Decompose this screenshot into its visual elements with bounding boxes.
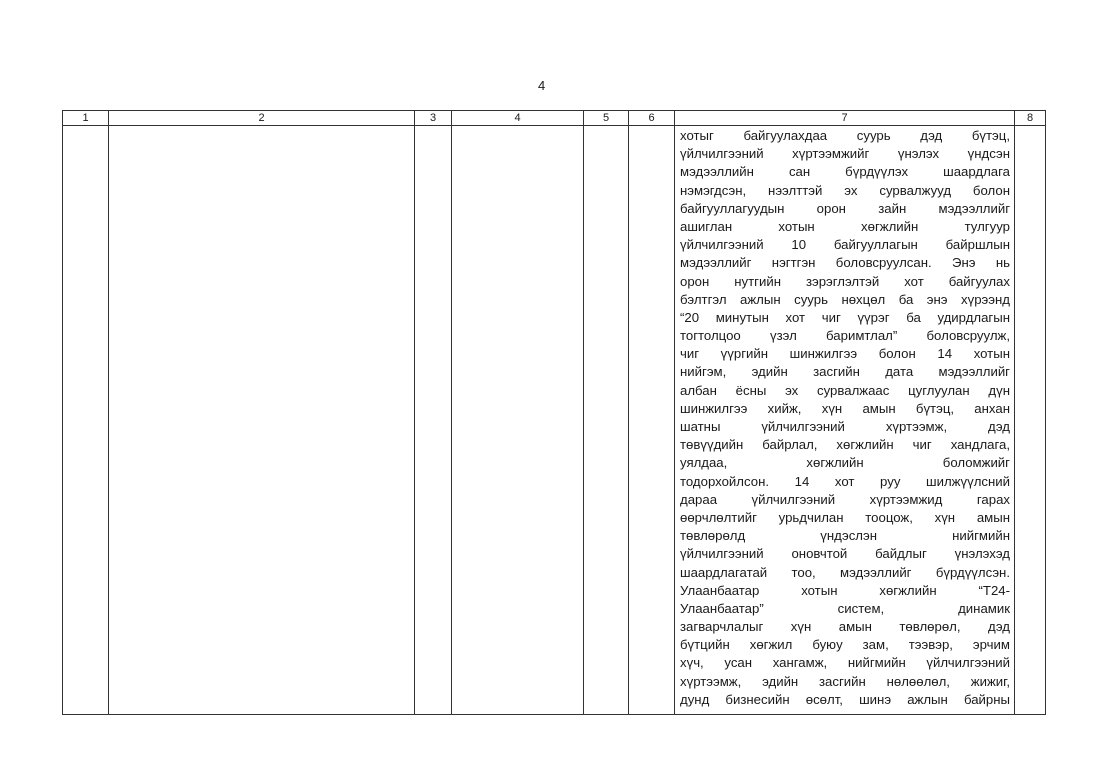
text-line: албан ёсны эх сурвалжаас цуглуулан дүн xyxy=(680,382,1010,398)
text-line: Улаанбаатар” систем, динамик xyxy=(680,600,1010,616)
column-header-3: 3 xyxy=(415,111,452,126)
text-line: нийгэм, эдийн засгийн дата мэдээллийг xyxy=(680,364,1010,380)
column-header-5: 5 xyxy=(584,111,629,126)
text-line: ашиглан хотын хөгжлийн тулгуур xyxy=(680,218,1010,234)
cell-col-3 xyxy=(415,126,452,715)
column-header-6: 6 xyxy=(629,111,675,126)
column-header-8: 8 xyxy=(1015,111,1046,126)
text-line: “20 минутын хот чиг үүрэг ба удирдлагын xyxy=(680,309,1010,325)
cell-col-6 xyxy=(629,126,675,715)
text-line: шинжилгээ хийж, хүн амын бүтэц, анхан xyxy=(680,400,1010,416)
text-line: байгууллагуудын орон зайн мэдээллийг xyxy=(680,200,1010,216)
cell-col-5 xyxy=(584,126,629,715)
text-line: үйлчилгээний хүртээмжийг үнэлэх үндсэн xyxy=(680,146,1010,162)
text-line: нэмэгдсэн, нээлттэй эх сурвалжууд болон xyxy=(680,182,1010,198)
text-line: өөрчлөлтийг урьдчилан тооцож, хүн амын xyxy=(680,509,1010,525)
text-line: тогтолцоо үзэл баримтлал” боловсруулж, xyxy=(680,328,1010,344)
text-line: төвлөрөлд үндэслэн нийгмийн xyxy=(680,528,1010,544)
text-line: хүч, усан хангамж, нийгмийн үйлчилгээний xyxy=(680,655,1010,671)
cell-col-8 xyxy=(1015,126,1046,715)
page-number: 4 xyxy=(538,78,546,93)
text-line: уялдаа, хөгжлийн боломжийг xyxy=(680,455,1010,471)
text-line: орон нутгийн зэрэглэлтэй хот байгуулах xyxy=(680,273,1010,289)
text-line: чиг үүргийн шинжилгээ болон 14 хотын xyxy=(680,346,1010,362)
cell-col-7-description xyxy=(675,126,1015,715)
text-line: мэдээллийн сан бүрдүүлэх шаардлага xyxy=(680,164,1010,180)
cell-col-2 xyxy=(109,126,415,715)
text-line: бэлтгэл ажлын суурь нөхцөл ба энэ хүрээнд xyxy=(680,291,1010,307)
text-line: загварчлалыг хүн амын төвлөрөл, дэд xyxy=(680,619,1010,635)
column-header-2: 2 xyxy=(109,111,415,126)
column-header-1: 1 xyxy=(63,111,109,126)
document-table xyxy=(62,110,1046,715)
text-line: төвүүдийн байрлал, хөгжлийн чиг хандлага, xyxy=(680,437,1010,453)
text-line: үйлчилгээний 10 байгууллагын байршлын xyxy=(680,237,1010,253)
table-header-row xyxy=(63,111,1046,126)
text-line: дунд бизнесийн өсөлт, шинэ ажлын байрны xyxy=(680,691,1010,707)
text-line: тодорхойлсон. 14 хот руу шилжүүлсний xyxy=(680,473,1010,489)
cell-col-1 xyxy=(63,126,109,715)
text-line: хүртээмж, эдийн засгийн нөлөөлөл, жижиг, xyxy=(680,673,1010,689)
text-line: Улаанбаатар хотын хөгжлийн “Т24- xyxy=(680,582,1010,598)
column-header-4: 4 xyxy=(452,111,584,126)
text-line: хотыг байгуулахдаа суурь дэд бүтэц, xyxy=(680,128,1010,143)
description-text xyxy=(680,127,1010,709)
text-line: шатны үйлчилгээний хүртээмж, дэд xyxy=(680,419,1010,434)
text-line: дараа үйлчилгээний хүртээмжид гарах xyxy=(680,491,1010,507)
text-line: үйлчилгээний оновчтой байдлыг үнэлэхэд xyxy=(680,546,1010,562)
text-line: мэдээллийг нэгтгэн боловсруулсан. Энэ нь xyxy=(680,255,1010,271)
table-row xyxy=(63,126,1046,715)
text-line: шаардлагатай тоо, мэдээллийг бүрдүүлсэн. xyxy=(680,564,1010,580)
column-header-7: 7 xyxy=(675,111,1015,126)
text-line: бүтцийн хөгжил буюу зам, тээвэр, эрчим xyxy=(680,637,1010,653)
cell-col-4 xyxy=(452,126,584,715)
